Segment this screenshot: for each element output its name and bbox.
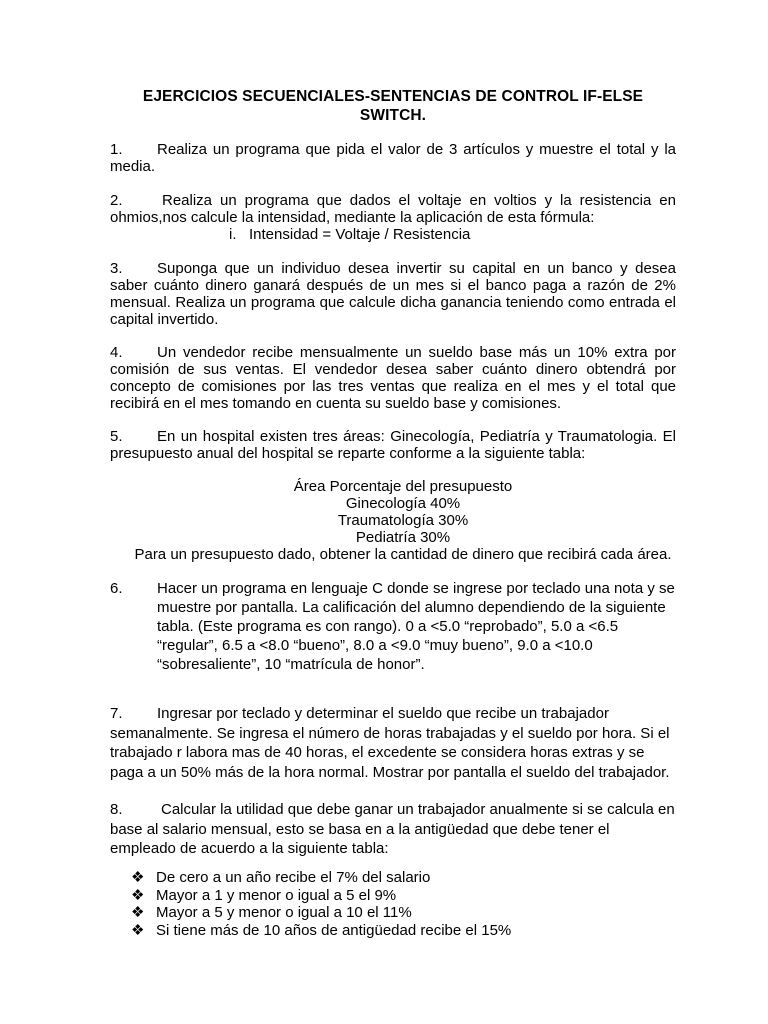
table-footnote: Para un presupuesto dado, obtener la cantidad de dinero que recibirá cada área. <box>134 546 672 563</box>
table-row: Traumatología 30% <box>337 512 469 529</box>
exercise-text: Calcular la utilidad que debe ganar un trabajador anualmente si se calcula en base al salario mensual, esto se basa en a la antigüedad que debe tener el empleado de acuerdo a la siguiente tabla: <box>110 801 675 857</box>
exercise-text: Hacer un programa en lenguaje C donde se ingrese por teclado una nota y se muestre por pantalla. La calificación del alumno dependiendo de la siguiente tabla. (Este programa es con rango). 0 a <5.0 “reprobado”, 5.0 a <6.5 “regular”, 6.5 a <8.0 “bueno”, 8.0 a <9.0 “muy bueno”, 9.0 a <10.0 “sobresaliente”, 10 “matrícula de honor”. <box>157 580 675 673</box>
formula-line: i. Intensidad = Voltaje / Resistencia <box>229 226 471 243</box>
exercise-number: 8. <box>110 801 123 818</box>
exercise-number: 4. <box>110 344 123 361</box>
table-header: Área Porcentaje del presupuesto <box>293 478 513 495</box>
exercise-number: 7. <box>110 705 123 722</box>
exercise-text: Realiza un programa que pida el valor de 3 artículos y muestre el total y la media. <box>110 141 676 175</box>
exercise-8 <box>110 800 676 859</box>
exercise-text: Un vendedor recibe mensualmente un sueldo base más un 10% extra por comisión de sus ventas. El vendedor desea saber cuánto dinero obtendrá por concepto de comisiones por las tres ventas que realiza en el mes y el total que recibirá en el mes tomando en cuenta su sueldo base y comisiones. <box>110 344 676 412</box>
table-row: Ginecología 40% <box>345 495 461 512</box>
exercise-3 <box>110 260 676 328</box>
exercise-1 <box>110 141 676 175</box>
table-row: Pediatría 30% <box>355 529 451 546</box>
exercise-number: 3. <box>110 260 123 277</box>
exercise-5 <box>110 428 676 462</box>
page-title: EJERCICIOS SECUENCIALES-SENTENCIAS DE CONTROL IF-ELSE SWITCH. <box>142 88 644 124</box>
exercise-text: Ingresar por teclado y determinar el sueldo que recibe un trabajador semanalmente. Se ingresa el número de horas trabajadas y el sueldo por hora. Si el trabajado r labora mas de 40 horas, el excedente se considera horas extras y se paga a un 50% más de la hora normal. Mostrar por pantalla el sueldo del trabajador. <box>110 705 670 781</box>
list-item: ❖ De cero a un año recibe el 7% del salario <box>131 869 431 886</box>
exercise-text: Realiza un programa que dados el voltaje en voltios y la resistencia en ohmios,nos calcule la intensidad, mediante la aplicación de esta fórmula: <box>110 192 676 226</box>
exercise-text: En un hospital existen tres áreas: Ginecología, Pediatría y Traumatologia. El presupuesto anual del hospital se reparte conforme a la siguiente tabla: <box>110 428 676 462</box>
list-item: ❖ Mayor a 1 y menor o igual a 5 el 9% <box>131 886 397 904</box>
exercise-number: 5. <box>110 428 123 445</box>
exercise-6 <box>110 579 676 674</box>
exercise-7 <box>110 704 676 782</box>
list-item: ❖ Si tiene más de 10 años de antigüedad recibe el 15% <box>131 921 512 939</box>
list-item: ❖ Mayor a 5 y menor o igual a 10 el 11% <box>131 904 412 921</box>
exercise-4 <box>110 344 676 412</box>
exercise-number: 1. <box>110 141 123 158</box>
exercise-2 <box>110 192 676 226</box>
diamond-bullet-icon: ❖ <box>131 869 145 886</box>
seniority-list <box>131 869 511 939</box>
exercise-text: Suponga que un individuo desea invertir su capital en un banco y desea saber cuánto dinero ganará después de un mes si el banco paga a razón de 2% mensual. Realiza un programa que calcule dicha ganancia teniendo como entrada el capital invertido. <box>110 260 676 328</box>
exercise-number: 2. <box>110 192 123 209</box>
budget-table <box>100 478 706 563</box>
exercise-number: 6. <box>110 580 123 597</box>
diamond-bullet-icon: ❖ <box>131 904 145 921</box>
diamond-bullet-icon: ❖ <box>131 921 145 939</box>
diamond-bullet-icon: ❖ <box>131 886 145 904</box>
